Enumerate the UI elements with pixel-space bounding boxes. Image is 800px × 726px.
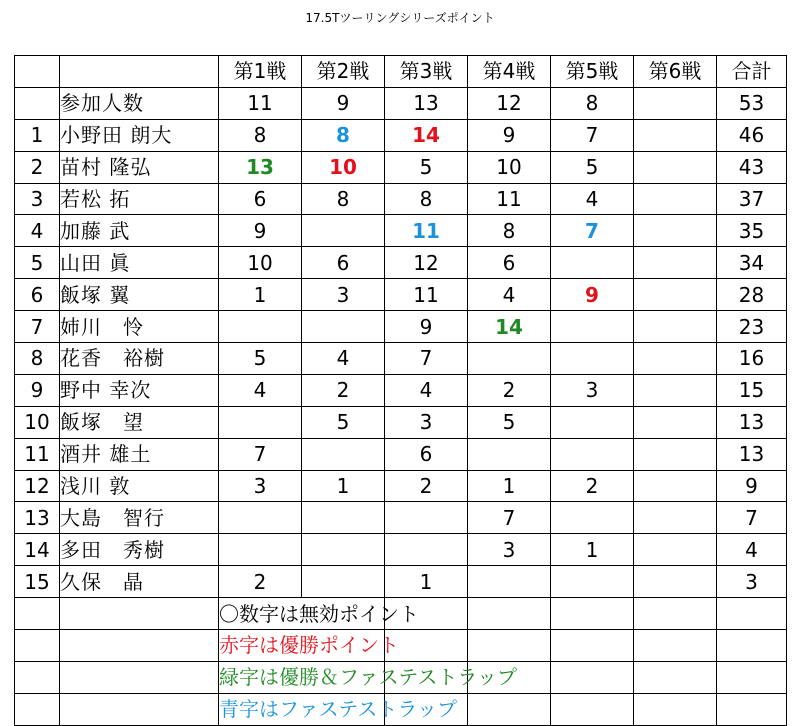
legend-blank-rank bbox=[15, 661, 60, 693]
driver-name: 久保 晶 bbox=[60, 566, 219, 598]
race-2-points bbox=[302, 215, 385, 247]
table-row bbox=[15, 343, 787, 375]
race-4-points: 4 bbox=[468, 279, 551, 311]
race-6-points bbox=[634, 279, 717, 311]
total-points: 43 bbox=[717, 151, 787, 183]
legend-blank-race-4 bbox=[468, 630, 551, 662]
participants-count: 9 bbox=[302, 87, 385, 119]
total-points: 34 bbox=[717, 247, 787, 279]
table-row bbox=[15, 470, 787, 502]
total-points: 4 bbox=[717, 534, 787, 566]
legend-note: 赤字は優勝ポイント bbox=[219, 630, 385, 662]
race-3-points: 3 bbox=[385, 406, 468, 438]
race-1-points bbox=[219, 406, 302, 438]
rank-cell: 1 bbox=[15, 119, 60, 151]
race-3-points: 4 bbox=[385, 374, 468, 406]
driver-name: 花香 裕樹 bbox=[60, 343, 219, 375]
participants-count: 12 bbox=[468, 87, 551, 119]
race-4-points: 6 bbox=[468, 247, 551, 279]
driver-name: 野中 幸次 bbox=[60, 374, 219, 406]
race-4-points: 8 bbox=[468, 215, 551, 247]
race-5-points bbox=[551, 343, 634, 375]
race-1-points: 4 bbox=[219, 374, 302, 406]
race-2-points: 10 bbox=[302, 151, 385, 183]
rank-cell: 11 bbox=[15, 438, 60, 470]
race-5-points bbox=[551, 566, 634, 598]
race-6-points bbox=[634, 438, 717, 470]
race-2-points bbox=[302, 534, 385, 566]
header-blank-name bbox=[60, 56, 219, 88]
race-1-points: 3 bbox=[219, 470, 302, 502]
legend-blank-race-6 bbox=[634, 661, 717, 693]
race-1-points bbox=[219, 502, 302, 534]
driver-name: 姉川 怜 bbox=[60, 311, 219, 343]
race-5-points: 7 bbox=[551, 215, 634, 247]
race-2-points bbox=[302, 438, 385, 470]
rank-cell: 9 bbox=[15, 374, 60, 406]
legend-blank-race-4 bbox=[468, 598, 551, 630]
legend-blank-name bbox=[60, 630, 219, 662]
race-3-points: 5 bbox=[385, 151, 468, 183]
race-6-points bbox=[634, 151, 717, 183]
legend-blank-name bbox=[60, 661, 219, 693]
header-race-3: 第3戦 bbox=[385, 56, 468, 88]
race-4-points: 5 bbox=[468, 406, 551, 438]
table-row bbox=[15, 311, 787, 343]
header-race-4: 第4戦 bbox=[468, 56, 551, 88]
header-race-5: 第5戦 bbox=[551, 56, 634, 88]
header-total: 合計 bbox=[717, 56, 787, 88]
driver-name: 飯塚 翼 bbox=[60, 279, 219, 311]
race-1-points: 5 bbox=[219, 343, 302, 375]
race-3-points: 14 bbox=[385, 119, 468, 151]
participants-row bbox=[15, 87, 787, 119]
rank-cell: 6 bbox=[15, 279, 60, 311]
race-4-points: 2 bbox=[468, 374, 551, 406]
race-6-points bbox=[634, 119, 717, 151]
race-5-points: 5 bbox=[551, 151, 634, 183]
race-2-points: 2 bbox=[302, 374, 385, 406]
driver-name: 若松 拓 bbox=[60, 183, 219, 215]
legend-blank-name bbox=[60, 598, 219, 630]
participants-count: 11 bbox=[219, 87, 302, 119]
table-body bbox=[15, 56, 787, 726]
legend-blank-rank bbox=[15, 693, 60, 725]
race-6-points bbox=[634, 566, 717, 598]
race-4-points: 3 bbox=[468, 534, 551, 566]
legend-note: 〇数字は無効ポイント bbox=[219, 598, 385, 630]
race-4-points bbox=[468, 343, 551, 375]
race-3-points: 7 bbox=[385, 343, 468, 375]
driver-name: 小野田 朗大 bbox=[60, 119, 219, 151]
race-6-points bbox=[634, 343, 717, 375]
legend-blank-total bbox=[717, 630, 787, 662]
legend-blank-race-6 bbox=[634, 693, 717, 725]
rank-cell: 12 bbox=[15, 470, 60, 502]
race-2-points: 8 bbox=[302, 183, 385, 215]
race-6-points bbox=[634, 183, 717, 215]
driver-name: 苗村 隆弘 bbox=[60, 151, 219, 183]
race-6-points bbox=[634, 247, 717, 279]
race-1-points: 10 bbox=[219, 247, 302, 279]
race-6-points bbox=[634, 502, 717, 534]
race-1-points: 8 bbox=[219, 119, 302, 151]
race-5-points bbox=[551, 502, 634, 534]
table-row bbox=[15, 438, 787, 470]
rank-cell: 7 bbox=[15, 311, 60, 343]
race-3-points: 1 bbox=[385, 566, 468, 598]
race-1-points: 7 bbox=[219, 438, 302, 470]
race-1-points: 2 bbox=[219, 566, 302, 598]
race-3-points bbox=[385, 534, 468, 566]
rank-cell: 5 bbox=[15, 247, 60, 279]
race-4-points bbox=[468, 438, 551, 470]
race-6-points bbox=[634, 534, 717, 566]
participants-count: 8 bbox=[551, 87, 634, 119]
race-3-points: 11 bbox=[385, 279, 468, 311]
race-2-points: 3 bbox=[302, 279, 385, 311]
race-6-points bbox=[634, 470, 717, 502]
legend-blank-race-5 bbox=[551, 630, 634, 662]
race-6-points bbox=[634, 311, 717, 343]
total-points: 9 bbox=[717, 470, 787, 502]
table-row bbox=[15, 151, 787, 183]
rank-cell: 13 bbox=[15, 502, 60, 534]
participants-label: 参加人数 bbox=[60, 87, 219, 119]
legend-row bbox=[15, 693, 787, 725]
race-3-points: 12 bbox=[385, 247, 468, 279]
table-row bbox=[15, 183, 787, 215]
race-2-points: 8 bbox=[302, 119, 385, 151]
table-row bbox=[15, 502, 787, 534]
total-points: 15 bbox=[717, 374, 787, 406]
legend-row bbox=[15, 661, 787, 693]
header-race-6: 第6戦 bbox=[634, 56, 717, 88]
table-row bbox=[15, 279, 787, 311]
points-table bbox=[14, 55, 787, 726]
race-3-points: 2 bbox=[385, 470, 468, 502]
total-points: 13 bbox=[717, 406, 787, 438]
legend-blank-rank bbox=[15, 598, 60, 630]
race-1-points: 1 bbox=[219, 279, 302, 311]
total-points: 46 bbox=[717, 119, 787, 151]
race-6-points bbox=[634, 215, 717, 247]
race-6-points bbox=[634, 374, 717, 406]
header-race-1: 第1戦 bbox=[219, 56, 302, 88]
race-5-points bbox=[551, 311, 634, 343]
race-4-points: 10 bbox=[468, 151, 551, 183]
race-5-points: 3 bbox=[551, 374, 634, 406]
legend-blank-race-6 bbox=[634, 630, 717, 662]
total-points: 23 bbox=[717, 311, 787, 343]
total-points: 16 bbox=[717, 343, 787, 375]
legend-note: 青字はファステストラップ bbox=[219, 693, 385, 725]
race-5-points bbox=[551, 438, 634, 470]
race-2-points: 1 bbox=[302, 470, 385, 502]
table-row bbox=[15, 406, 787, 438]
race-6-points bbox=[634, 406, 717, 438]
legend-blank-race-6 bbox=[634, 598, 717, 630]
header-row bbox=[15, 56, 787, 88]
race-2-points: 4 bbox=[302, 343, 385, 375]
race-5-points: 2 bbox=[551, 470, 634, 502]
total-points: 37 bbox=[717, 183, 787, 215]
rank-cell: 2 bbox=[15, 151, 60, 183]
header-blank-rank bbox=[15, 56, 60, 88]
race-4-points: 9 bbox=[468, 119, 551, 151]
race-2-points bbox=[302, 311, 385, 343]
table-row bbox=[15, 247, 787, 279]
race-3-points: 9 bbox=[385, 311, 468, 343]
race-5-points: 1 bbox=[551, 534, 634, 566]
race-1-points: 6 bbox=[219, 183, 302, 215]
race-1-points bbox=[219, 311, 302, 343]
race-3-points: 8 bbox=[385, 183, 468, 215]
legend-blank-rank bbox=[15, 630, 60, 662]
race-5-points: 4 bbox=[551, 183, 634, 215]
legend-blank-race-5 bbox=[551, 598, 634, 630]
rank-cell: 4 bbox=[15, 215, 60, 247]
page-title: 17.5Tツーリングシリーズポイント bbox=[305, 11, 495, 25]
legend-blank-race-5 bbox=[551, 693, 634, 725]
rank-cell: 15 bbox=[15, 566, 60, 598]
race-3-points: 11 bbox=[385, 215, 468, 247]
race-1-points: 9 bbox=[219, 215, 302, 247]
race-2-points bbox=[302, 566, 385, 598]
race-4-points: 14 bbox=[468, 311, 551, 343]
race-3-points: 6 bbox=[385, 438, 468, 470]
race-1-points bbox=[219, 534, 302, 566]
race-2-points: 6 bbox=[302, 247, 385, 279]
participants-count: 13 bbox=[385, 87, 468, 119]
driver-name: 酒井 雄土 bbox=[60, 438, 219, 470]
legend-blank-race-5 bbox=[551, 661, 634, 693]
legend-note: 緑字は優勝＆ファステストラップ bbox=[219, 661, 385, 693]
participants-total: 53 bbox=[717, 87, 787, 119]
legend-row bbox=[15, 630, 787, 662]
race-4-points bbox=[468, 566, 551, 598]
participants-rank-blank bbox=[15, 87, 60, 119]
legend-blank-name bbox=[60, 693, 219, 725]
table-row bbox=[15, 215, 787, 247]
race-1-points: 13 bbox=[219, 151, 302, 183]
race-4-points: 7 bbox=[468, 502, 551, 534]
table-row bbox=[15, 534, 787, 566]
total-points: 13 bbox=[717, 438, 787, 470]
legend-row bbox=[15, 598, 787, 630]
legend-blank-race-4 bbox=[468, 693, 551, 725]
rank-cell: 8 bbox=[15, 343, 60, 375]
table-row bbox=[15, 374, 787, 406]
total-points: 35 bbox=[717, 215, 787, 247]
legend-blank-total bbox=[717, 693, 787, 725]
table-row bbox=[15, 119, 787, 151]
legend-blank-total bbox=[717, 598, 787, 630]
race-3-points bbox=[385, 502, 468, 534]
driver-name: 浅川 敦 bbox=[60, 470, 219, 502]
driver-name: 多田 秀樹 bbox=[60, 534, 219, 566]
driver-name: 加藤 武 bbox=[60, 215, 219, 247]
total-points: 28 bbox=[717, 279, 787, 311]
driver-name: 大島 智行 bbox=[60, 502, 219, 534]
race-5-points bbox=[551, 247, 634, 279]
table-row bbox=[15, 566, 787, 598]
rank-cell: 10 bbox=[15, 406, 60, 438]
total-points: 7 bbox=[717, 502, 787, 534]
total-points: 3 bbox=[717, 566, 787, 598]
driver-name: 山田 眞 bbox=[60, 247, 219, 279]
race-4-points: 11 bbox=[468, 183, 551, 215]
participants-count bbox=[634, 87, 717, 119]
driver-name: 飯塚 望 bbox=[60, 406, 219, 438]
rank-cell: 14 bbox=[15, 534, 60, 566]
legend-blank-total bbox=[717, 661, 787, 693]
race-5-points: 7 bbox=[551, 119, 634, 151]
race-2-points bbox=[302, 502, 385, 534]
race-5-points: 9 bbox=[551, 279, 634, 311]
race-4-points: 1 bbox=[468, 470, 551, 502]
race-2-points: 5 bbox=[302, 406, 385, 438]
rank-cell: 3 bbox=[15, 183, 60, 215]
race-5-points bbox=[551, 406, 634, 438]
header-race-2: 第2戦 bbox=[302, 56, 385, 88]
